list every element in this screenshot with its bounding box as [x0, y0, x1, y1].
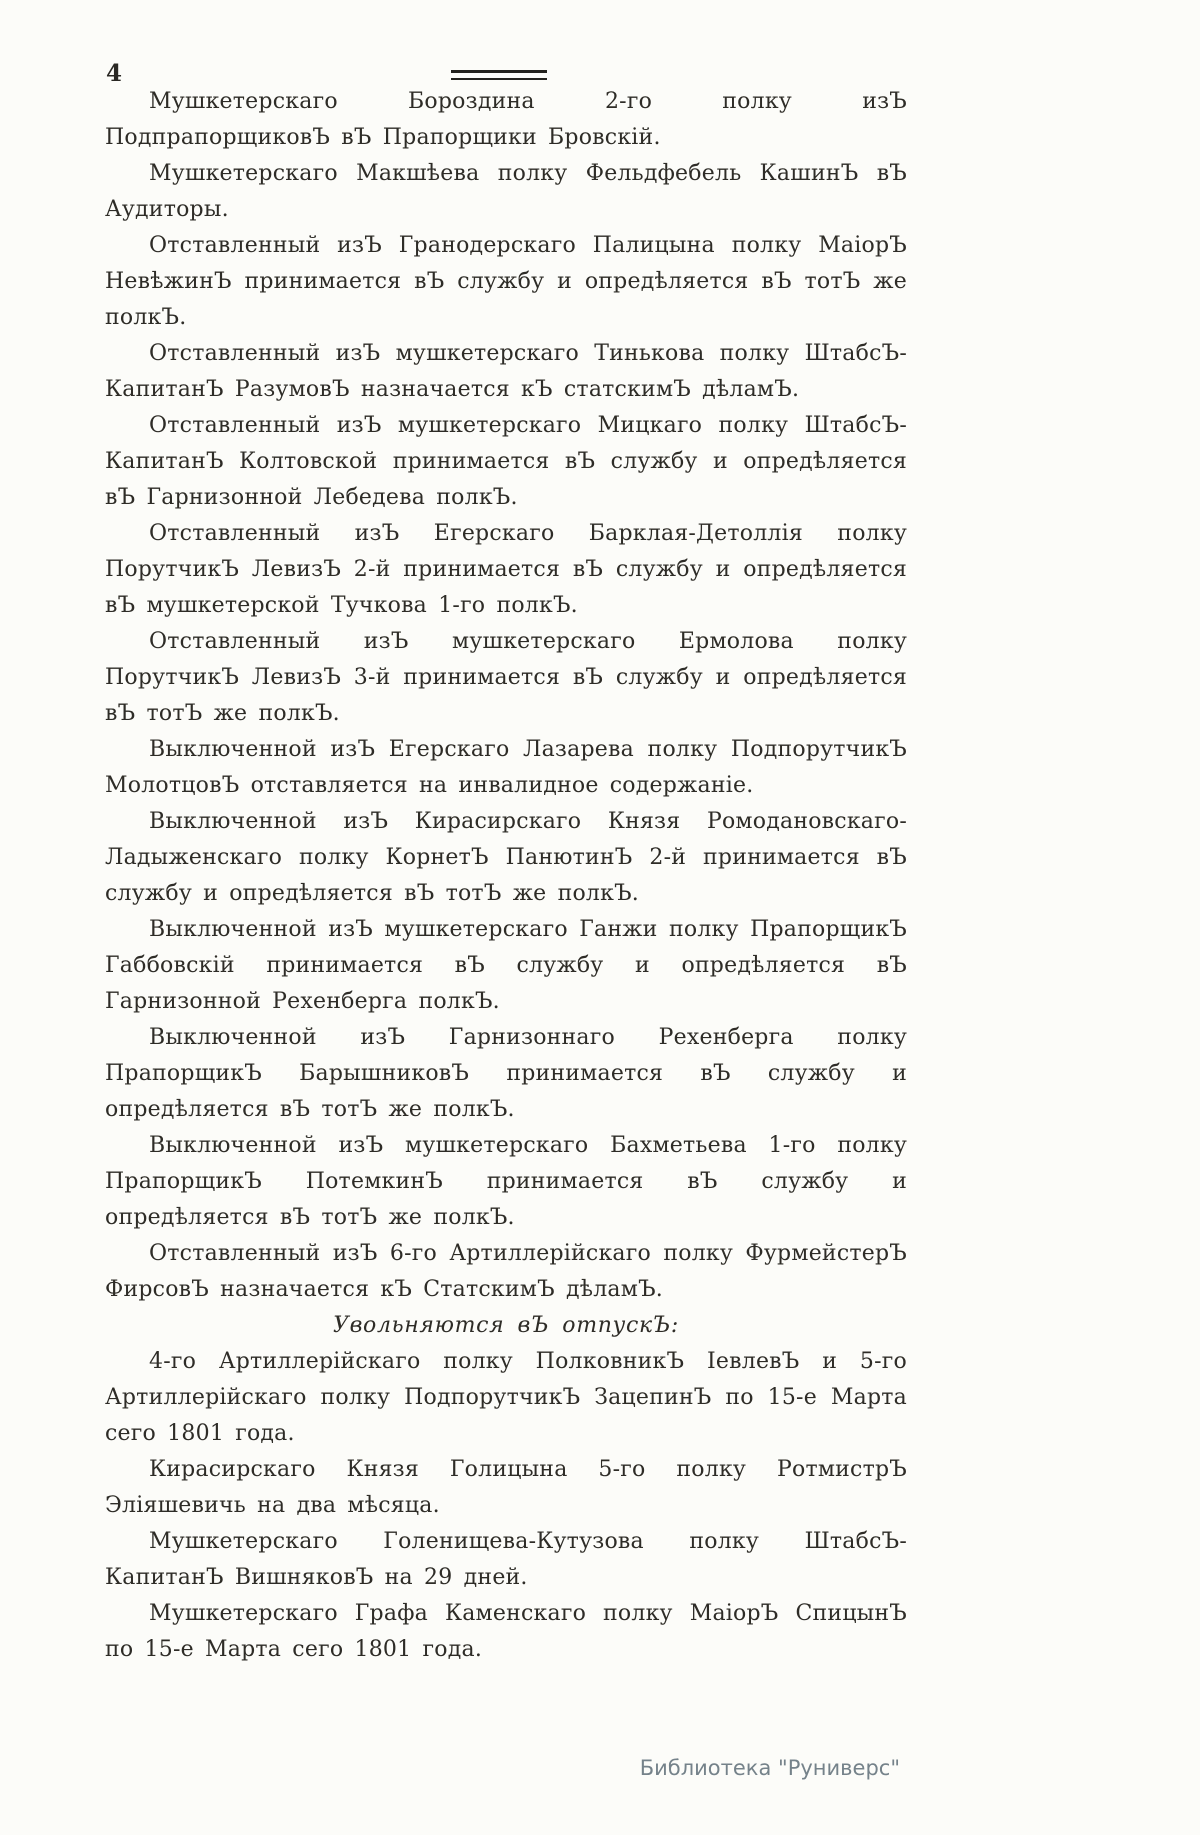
page-number: 4 [106, 60, 123, 87]
paragraph: Мушкетерскаго Макшѣева полку Фельдфебель КашинЪ вЪ Аудиторы. [105, 161, 907, 222]
paragraph: Мушкетерскаго Бороздина 2-го полку изЪ ПодпрапорщиковЪ вЪ Прапорщики Бровскій. [105, 89, 907, 150]
library-credit: Библиотека "Руниверс" [639, 1756, 900, 1780]
section-heading: Увольняются вЪ отпускЪ: [333, 1313, 679, 1338]
paragraph: Отставленный изЪ 6-го Артиллерійскаго полку ФурмейстерЪ ФирсовЪ назначается кЪ СтатскимЪ дѣламЪ. [105, 1241, 907, 1302]
paragraph: Мушкетерскаго Голенищева-Кутузова полку ШтабсЪ-КапитанЪ ВишняковЪ на 29 дней. [105, 1529, 907, 1590]
paragraph: Кирасирскаго Князя Голицына 5-го полку РотмистрЪ Эліяшевичь на два мѣсяца. [105, 1457, 907, 1518]
paragraph: Выключенной изЪ Гарнизоннаго Рехенберга полку ПрапорщикЪ БарышниковЪ принимается вЪ службу и опредѣляется вЪ тотЪ же полкЪ. [105, 1025, 907, 1122]
paragraph: Отставленный изЪ мушкетерскаго Мицкаго полку ШтабсЪ-КапитанЪ Колтовской принимается вЪ службу и опредѣляется вЪ Гарнизонной Лебедева полкЪ. [105, 413, 907, 510]
paragraph: Выключенной изЪ мушкетерскаго Бахметьева 1-го полку ПрапорщикЪ ПотемкинЪ принимается вЪ службу и опредѣляется вЪ тотЪ же полкЪ. [105, 1133, 907, 1230]
paragraph: 4-го Артиллерійскаго полку ПолковникЪ ІевлевЪ и 5-го Артиллерійскаго полку ПодпорутчикЪ ЗацепинЪ по 15-е Марта сего 1801 года. [105, 1349, 907, 1446]
paragraph: Отставленный изЪ мушкетерскаго Тинькова полку ШтабсЪ-КапитанЪ РазумовЪ назначается кЪ статскимЪ дѣламЪ. [105, 341, 907, 402]
paragraph: Выключенной изЪ Кирасирскаго Князя Ромодановскаго-Ладыженскаго полку КорнетЪ ПанютинЪ 2-й принимается вЪ службу и опредѣляется вЪ тотЪ же полкЪ. [105, 809, 907, 906]
paragraph: Отставленный изЪ Егерскаго Барклая-Детоллія полку ПорутчикЪ ЛевизЪ 2-й принимается вЪ службу и опредѣляется вЪ мушкетерской Тучкова 1-го полкЪ. [105, 521, 907, 618]
paragraph: Мушкетерскаго Графа Каменскаго полку МаіорЪ СпицынЪ по 15-е Марта сего 1801 года. [105, 1601, 907, 1662]
paragraph: Выключенной изЪ Егерскаго Лазарева полку ПодпорутчикЪ МолотцовЪ отставляется на инвалидное содержаніе. [105, 737, 907, 798]
paragraph: Отставленный изЪ Гранодерскаго Палицына полку МаіорЪ НевѣжинЪ принимается вЪ службу и опредѣляется вЪ тотЪ же полкЪ. [105, 233, 907, 330]
double-rule-divider [451, 70, 547, 80]
paragraph: Выключенной изЪ мушкетерскаго Ганжи полку ПрапорщикЪ Габбовскій принимается вЪ службу и опредѣляется вЪ Гарнизонной Рехенберга полкЪ. [105, 917, 907, 1014]
paragraph: Отставленный изЪ мушкетерскаго Ермолова полку ПорутчикЪ ЛевизЪ 3-й принимается вЪ службу и опредѣляется вЪ тотЪ же полкЪ. [105, 629, 907, 726]
page-body [105, 84, 907, 1668]
